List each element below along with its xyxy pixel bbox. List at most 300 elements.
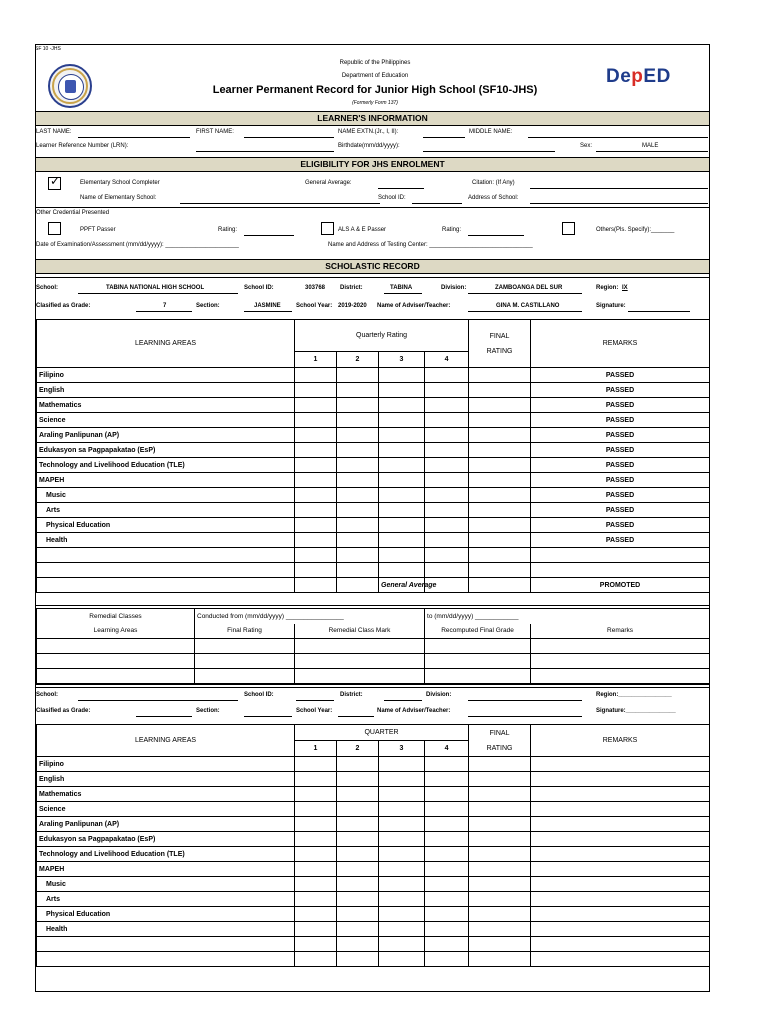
- r1-final-rating-cell[interactable]: [469, 473, 531, 488]
- r2-final-rating-cell[interactable]: [469, 847, 531, 862]
- r1-final-rating-cell[interactable]: [469, 398, 531, 413]
- r1-learning-area-cell: [37, 578, 295, 593]
- r1-q2-cell[interactable]: [337, 458, 379, 473]
- r1-q4-cell[interactable]: [425, 443, 469, 458]
- r1-q4-cell[interactable]: [425, 413, 469, 428]
- r2-q3-cell[interactable]: [379, 817, 425, 832]
- r2-learning-area-cell: Music: [37, 877, 295, 892]
- r2-q2-cell[interactable]: [337, 772, 379, 787]
- divider: [36, 277, 709, 278]
- general-average-label: General Average: [379, 578, 425, 593]
- r2-q2-cell[interactable]: [337, 877, 379, 892]
- r1-table-row: [37, 548, 710, 563]
- r2-remarks-cell[interactable]: [531, 937, 710, 952]
- r1-final-label: FINAL: [489, 332, 510, 340]
- r2-learning-area-cell: Filipino: [37, 757, 295, 772]
- r1-q4-cell[interactable]: [425, 383, 469, 398]
- r1-q3-cell[interactable]: [379, 458, 425, 473]
- r1-grade-label: Clasified as Grade:: [36, 303, 91, 309]
- last-name-label: LAST NAME:: [36, 129, 72, 135]
- r1-final-rating-cell[interactable]: [469, 533, 531, 548]
- r1-remarks-cell[interactable]: PASSED: [531, 443, 710, 458]
- r2-q3-cell[interactable]: [379, 847, 425, 862]
- r2-q1-cell[interactable]: [295, 802, 337, 817]
- r1-q3-cell[interactable]: [379, 428, 425, 443]
- r1-q4-cell[interactable]: [425, 548, 469, 563]
- logo-ed: ED: [643, 66, 671, 87]
- r2-final-rating-cell[interactable]: [469, 817, 531, 832]
- r1-q4-cell[interactable]: [425, 368, 469, 383]
- r1-q3-cell[interactable]: [379, 398, 425, 413]
- r1-q3-cell[interactable]: [379, 368, 425, 383]
- r2-final-rating-cell[interactable]: [469, 892, 531, 907]
- r2-q2-cell[interactable]: [337, 952, 379, 967]
- r2-remarks-cell[interactable]: [531, 877, 710, 892]
- r2-table-row: [37, 907, 710, 922]
- r1-q1-cell[interactable]: [295, 548, 337, 563]
- r2-remarks-cell[interactable]: [531, 952, 710, 967]
- r1-q3-cell[interactable]: [379, 503, 425, 518]
- r1-q4-cell[interactable]: [425, 473, 469, 488]
- r2-final-rating-cell[interactable]: [469, 787, 531, 802]
- r2-learning-area-cell: Edukasyon sa Pagpapakatao (EsP): [37, 832, 295, 847]
- r1-final-rating-cell[interactable]: [469, 518, 531, 533]
- r2-remarks-cell[interactable]: [531, 847, 710, 862]
- r2-q2-cell[interactable]: [337, 907, 379, 922]
- r2-remarks-cell[interactable]: [531, 757, 710, 772]
- r2-district-label: District:: [340, 692, 363, 698]
- r1-q4-cell[interactable]: [425, 488, 469, 503]
- lrn-field[interactable]: [196, 151, 334, 152]
- r1-final-rating-cell[interactable]: [469, 563, 531, 578]
- remedial-cell[interactable]: [37, 654, 195, 669]
- formerly-text: (Formerly Form 137): [352, 100, 398, 106]
- r1-school-field[interactable]: [78, 293, 238, 294]
- pept-checkbox[interactable]: [48, 222, 61, 235]
- r1-q1-cell[interactable]: [295, 533, 337, 548]
- r2-q2-cell[interactable]: [337, 832, 379, 847]
- form-code: SF 10 -JHS: [35, 46, 61, 52]
- r2-q4-cell[interactable]: [425, 862, 469, 877]
- remedial-cell[interactable]: [37, 669, 195, 684]
- r1-quarterly-header: Quarterly Rating: [295, 320, 469, 352]
- r2-q2-cell[interactable]: [337, 757, 379, 772]
- r1-learning-area-cell: Arts: [37, 503, 295, 518]
- r1-final-rating-cell[interactable]: [469, 413, 531, 428]
- r2-remarks-cell[interactable]: [531, 907, 710, 922]
- remedial-row: [37, 669, 710, 684]
- r2-remarks-cell[interactable]: [531, 772, 710, 787]
- r1-q4-cell[interactable]: [425, 428, 469, 443]
- r2-q4-cell[interactable]: [425, 937, 469, 952]
- r1-q3-cell[interactable]: [379, 413, 425, 428]
- remedial-cell[interactable]: [195, 639, 295, 654]
- r2-division-label: Division:: [426, 692, 452, 698]
- r1-final-rating-header: [469, 320, 531, 368]
- r2-q3-cell[interactable]: [379, 802, 425, 817]
- sex-value: MALE: [642, 143, 659, 149]
- r1-remarks-cell[interactable]: PASSED: [531, 503, 710, 518]
- remedial-cell[interactable]: [295, 639, 425, 654]
- r1-q1-cell[interactable]: [295, 398, 337, 413]
- r2-school-id-field[interactable]: [296, 700, 334, 701]
- testing-center-label: Name and Address of Testing Center: _______________________________: [328, 242, 533, 248]
- r2-q1-cell[interactable]: [295, 922, 337, 937]
- r1-q3-cell[interactable]: [379, 533, 425, 548]
- r1-final-rating-cell[interactable]: [469, 383, 531, 398]
- r1-remarks-cell[interactable]: [531, 548, 710, 563]
- r1-school-id-value: 303768: [305, 285, 326, 291]
- r2-final-rating-cell[interactable]: [469, 907, 531, 922]
- r2-final-rating-cell[interactable]: [469, 757, 531, 772]
- r1-final-rating-cell[interactable]: [469, 428, 531, 443]
- r2-q1-cell[interactable]: [295, 892, 337, 907]
- r1-adviser-field[interactable]: [468, 311, 582, 312]
- r1-q2-cell[interactable]: [337, 398, 379, 413]
- r2-final-rating-cell[interactable]: [469, 772, 531, 787]
- learners-info-band: LEARNER'S INFORMATION: [36, 111, 709, 126]
- r1-remedial-table: [36, 608, 710, 684]
- divider: [36, 605, 709, 606]
- r2-final-rating-cell[interactable]: [469, 952, 531, 967]
- r2-final-label: FINAL: [489, 729, 510, 737]
- r1-q1-cell[interactable]: [295, 503, 337, 518]
- r2-q4-header: 4: [425, 741, 469, 757]
- r1-section-field[interactable]: [244, 311, 292, 312]
- remedial-cell[interactable]: [195, 654, 295, 669]
- r1-learning-area-cell: [37, 548, 295, 563]
- r2-q4-cell[interactable]: [425, 877, 469, 892]
- remedial-cell[interactable]: [295, 654, 425, 669]
- als-checkbox[interactable]: [321, 222, 334, 235]
- r1-q2-cell[interactable]: [337, 578, 379, 593]
- elem-completer-label: Elementary School Completer: [80, 180, 160, 186]
- r2-q3-cell[interactable]: [379, 922, 425, 937]
- r1-grade-field[interactable]: [136, 311, 192, 312]
- r2-q3-cell[interactable]: [379, 877, 425, 892]
- r2-q3-header: 3: [379, 741, 425, 757]
- r1-q4-cell[interactable]: [425, 533, 469, 548]
- r2-q3-cell[interactable]: [379, 787, 425, 802]
- r1-table-row: [37, 533, 710, 548]
- school-id-field[interactable]: [412, 203, 462, 204]
- r1-q3-cell[interactable]: [379, 563, 425, 578]
- r2-q3-cell[interactable]: [379, 937, 425, 952]
- r2-remarks-cell[interactable]: [531, 817, 710, 832]
- r2-q4-cell[interactable]: [425, 922, 469, 937]
- r1-signature-field[interactable]: [628, 311, 690, 312]
- r2-table-row: [37, 922, 710, 937]
- r1-school-label: School:: [36, 285, 58, 291]
- remedial-cell[interactable]: [37, 639, 195, 654]
- remedial-cell[interactable]: [195, 669, 295, 684]
- r1-q2-cell[interactable]: [337, 443, 379, 458]
- r2-q4-cell[interactable]: [425, 907, 469, 922]
- r1-q3-cell[interactable]: [379, 488, 425, 503]
- r1-district-label: District:: [340, 285, 363, 291]
- r1-q3-cell[interactable]: [379, 383, 425, 398]
- r1-table-row: [37, 413, 710, 428]
- r2-learning-area-cell: [37, 952, 295, 967]
- r1-q2-cell[interactable]: [337, 503, 379, 518]
- r1-final-rating-cell[interactable]: [469, 488, 531, 503]
- r1-section-value: JASMINE: [254, 303, 281, 309]
- r1-school-id-label: School ID:: [244, 285, 274, 291]
- deped-seal-icon: [48, 64, 92, 108]
- middle-name-field[interactable]: [528, 137, 708, 138]
- r2-sy-field[interactable]: [338, 716, 374, 717]
- r1-sy-value: 2019-2020: [338, 303, 367, 309]
- r2-remarks-cell[interactable]: [531, 892, 710, 907]
- r1-q4-header: 4: [425, 352, 469, 368]
- r2-q1-cell[interactable]: [295, 817, 337, 832]
- r1-q1-cell[interactable]: [295, 473, 337, 488]
- r1-learning-area-cell: Edukasyon sa Pagpapakatao (EsP): [37, 443, 295, 458]
- r1-q1-cell[interactable]: [295, 578, 337, 593]
- r1-q4-cell[interactable]: [425, 398, 469, 413]
- r1-q4-cell[interactable]: [425, 458, 469, 473]
- r2-final-rating-cell[interactable]: [469, 922, 531, 937]
- r1-signature-label: Signature:: [596, 303, 626, 309]
- r2-q3-cell[interactable]: [379, 757, 425, 772]
- r1-q2-cell[interactable]: [337, 413, 379, 428]
- elem-school-field[interactable]: [180, 203, 380, 204]
- r1-remarks-cell[interactable]: [531, 563, 710, 578]
- pept-rating-field[interactable]: [244, 235, 294, 236]
- r1-final-rating-cell[interactable]: [469, 548, 531, 563]
- r1-q1-cell[interactable]: [295, 443, 337, 458]
- r2-grades-table: [36, 724, 710, 967]
- r2-grade-label: Clasified as Grade:: [36, 708, 91, 714]
- r2-remarks-cell[interactable]: [531, 802, 710, 817]
- remedial-cell[interactable]: [425, 669, 531, 684]
- r1-q4-cell[interactable]: [425, 563, 469, 578]
- r1-q2-cell[interactable]: [337, 473, 379, 488]
- r1-q3-cell[interactable]: [379, 548, 425, 563]
- school-address-field[interactable]: [530, 203, 708, 204]
- r1-grades-table: [36, 319, 710, 593]
- r2-remarks-cell[interactable]: [531, 922, 710, 937]
- r2-learning-area-cell: Physical Education: [37, 907, 295, 922]
- r1-q1-cell[interactable]: [295, 563, 337, 578]
- r1-q2-cell[interactable]: [337, 383, 379, 398]
- r1-table-row: [37, 368, 710, 383]
- r1-remarks-cell[interactable]: PASSED: [531, 473, 710, 488]
- sex-field[interactable]: [596, 151, 708, 152]
- r2-adviser-field[interactable]: [468, 716, 582, 717]
- r2-q1-cell[interactable]: [295, 862, 337, 877]
- remedial-cell[interactable]: [425, 639, 531, 654]
- r1-table-row: [37, 398, 710, 413]
- first-name-field[interactable]: [244, 137, 334, 138]
- r2-q3-cell[interactable]: [379, 952, 425, 967]
- r1-q2-cell[interactable]: [337, 518, 379, 533]
- r1-remarks-cell[interactable]: PASSED: [531, 518, 710, 533]
- r2-section-field[interactable]: [244, 716, 292, 717]
- r2-learning-area-cell: Araling Panlipunan (AP): [37, 817, 295, 832]
- r2-table-row: [37, 772, 710, 787]
- r1-learning-area-cell: MAPEH: [37, 473, 295, 488]
- r2-q4-cell[interactable]: [425, 772, 469, 787]
- r1-district-value: TABINA: [390, 285, 413, 291]
- rem-class-mark-header: Remedial Class Mark: [295, 624, 425, 639]
- r1-q3-cell[interactable]: [379, 518, 425, 533]
- r2-learning-area-cell: Mathematics: [37, 787, 295, 802]
- r1-remarks-cell[interactable]: PASSED: [531, 428, 710, 443]
- r1-table-row: [37, 503, 710, 518]
- general-average-field[interactable]: [378, 188, 424, 189]
- r1-remarks-cell[interactable]: PROMOTED: [531, 578, 710, 593]
- r2-q1-cell[interactable]: [295, 952, 337, 967]
- r2-learning-area-cell: Arts: [37, 892, 295, 907]
- r2-learning-area-cell: English: [37, 772, 295, 787]
- r1-q2-cell[interactable]: [337, 533, 379, 548]
- r1-learning-area-cell: Science: [37, 413, 295, 428]
- r2-remarks-cell[interactable]: [531, 832, 710, 847]
- r2-q3-cell[interactable]: [379, 892, 425, 907]
- page-title: Learner Permanent Record for Junior High School (SF10-JHS): [212, 84, 538, 96]
- r2-q4-cell[interactable]: [425, 757, 469, 772]
- others-checkbox[interactable]: [562, 222, 575, 235]
- r2-q4-cell[interactable]: [425, 832, 469, 847]
- pept-label: PPFT Passer: [80, 227, 116, 233]
- r2-q3-cell[interactable]: [379, 862, 425, 877]
- remedial-cell[interactable]: [531, 639, 710, 654]
- r2-q4-cell[interactable]: [425, 817, 469, 832]
- r1-q2-cell[interactable]: [337, 488, 379, 503]
- r1-final-rating-cell[interactable]: [469, 458, 531, 473]
- r1-q3-cell[interactable]: [379, 443, 425, 458]
- r1-q2-cell[interactable]: [337, 428, 379, 443]
- r2-table-row: [37, 847, 710, 862]
- r1-q1-cell[interactable]: [295, 413, 337, 428]
- r1-q1-cell[interactable]: [295, 458, 337, 473]
- r2-q4-cell[interactable]: [425, 787, 469, 802]
- r2-final-rating-cell[interactable]: [469, 877, 531, 892]
- r2-q1-cell[interactable]: [295, 877, 337, 892]
- elem-completer-checkbox[interactable]: [48, 174, 61, 190]
- remedial-cell[interactable]: [531, 669, 710, 684]
- r2-q3-cell[interactable]: [379, 832, 425, 847]
- r1-remarks-cell[interactable]: PASSED: [531, 533, 710, 548]
- r1-learning-area-cell: English: [37, 383, 295, 398]
- scholastic-band: SCHOLASTIC RECORD: [36, 259, 709, 274]
- r1-learning-area-cell: Music: [37, 488, 295, 503]
- r2-q1-cell[interactable]: [295, 757, 337, 772]
- divider: [36, 687, 709, 688]
- r1-division-field[interactable]: [468, 293, 582, 294]
- check-mark-icon: ✓: [50, 174, 61, 188]
- r2-q2-cell[interactable]: [337, 802, 379, 817]
- r2-remarks-cell[interactable]: [531, 862, 710, 877]
- r1-q1-cell[interactable]: [295, 368, 337, 383]
- r1-final-rating-cell[interactable]: [469, 578, 531, 593]
- birthdate-field[interactable]: [423, 151, 555, 152]
- r2-q1-cell[interactable]: [295, 787, 337, 802]
- r1-q3-cell[interactable]: [379, 473, 425, 488]
- r2-q2-cell[interactable]: [337, 892, 379, 907]
- r2-q4-cell[interactable]: [425, 847, 469, 862]
- r1-grade-value: 7: [163, 303, 167, 309]
- r2-q1-cell[interactable]: [295, 772, 337, 787]
- r2-remarks-cell[interactable]: [531, 787, 710, 802]
- r1-remarks-cell[interactable]: PASSED: [531, 398, 710, 413]
- r2-q2-cell[interactable]: [337, 862, 379, 877]
- r2-grade-field[interactable]: [136, 716, 192, 717]
- r1-final-rating-cell[interactable]: [469, 443, 531, 458]
- conducted-from-label: Conducted from (mm/dd/yyyy) ________________: [195, 609, 425, 624]
- r1-q2-cell[interactable]: [337, 563, 379, 578]
- r2-q4-cell[interactable]: [425, 952, 469, 967]
- r2-q2-cell[interactable]: [337, 937, 379, 952]
- r1-q1-cell[interactable]: [295, 488, 337, 503]
- r2-q3-cell[interactable]: [379, 772, 425, 787]
- r2-q1-cell[interactable]: [295, 907, 337, 922]
- r1-q2-cell[interactable]: [337, 548, 379, 563]
- r1-q4-cell[interactable]: [425, 503, 469, 518]
- r2-q3-cell[interactable]: [379, 907, 425, 922]
- r1-remarks-cell[interactable]: PASSED: [531, 368, 710, 383]
- remedial-cell[interactable]: [531, 654, 710, 669]
- r1-district-field[interactable]: [384, 293, 422, 294]
- r2-q2-cell[interactable]: [337, 847, 379, 862]
- r2-final-rating-cell[interactable]: [469, 832, 531, 847]
- r2-q4-cell[interactable]: [425, 892, 469, 907]
- remedial-cell[interactable]: [295, 669, 425, 684]
- r1-division-label: Division:: [441, 285, 467, 291]
- deped-logo-icon: [606, 66, 671, 88]
- r2-district-field[interactable]: [384, 700, 422, 701]
- name-ext-label: NAME EXTN.(Jr., I, II):: [338, 129, 399, 135]
- remedial-cell[interactable]: [425, 654, 531, 669]
- r1-region-value: IX: [622, 285, 628, 291]
- r2-q2-cell[interactable]: [337, 922, 379, 937]
- r1-division-value: ZAMBOANGA DEL SUR: [495, 285, 563, 291]
- birthdate-label: Birthdate(mm/dd/yyyy):: [338, 143, 400, 149]
- r1-section-label: Section:: [196, 303, 220, 309]
- r2-division-field[interactable]: [468, 700, 582, 701]
- r2-final-rating-cell[interactable]: [469, 862, 531, 877]
- als-rating-label: Rating:: [442, 227, 462, 233]
- r2-school-field[interactable]: [78, 700, 238, 701]
- citation-field[interactable]: [530, 188, 708, 189]
- r2-q1-cell[interactable]: [295, 847, 337, 862]
- r1-final-rating-cell[interactable]: [469, 503, 531, 518]
- r1-q1-cell[interactable]: [295, 518, 337, 533]
- r2-q1-cell[interactable]: [295, 937, 337, 952]
- r1-q4-cell[interactable]: [425, 518, 469, 533]
- r1-q1-cell[interactable]: [295, 383, 337, 398]
- r1-remarks-cell[interactable]: PASSED: [531, 488, 710, 503]
- r2-final-rating-cell[interactable]: [469, 802, 531, 817]
- r2-table-row: [37, 937, 710, 952]
- name-ext-field[interactable]: [423, 137, 465, 138]
- r2-q2-cell[interactable]: [337, 817, 379, 832]
- last-name-field[interactable]: [78, 137, 190, 138]
- r2-q4-cell[interactable]: [425, 802, 469, 817]
- r2-q1-cell[interactable]: [295, 832, 337, 847]
- r1-final-rating-cell[interactable]: [469, 368, 531, 383]
- r2-final-rating-cell[interactable]: [469, 937, 531, 952]
- r1-table-row: [37, 428, 710, 443]
- r1-remarks-cell[interactable]: PASSED: [531, 458, 710, 473]
- r1-q2-cell[interactable]: [337, 368, 379, 383]
- r1-remarks-cell[interactable]: PASSED: [531, 383, 710, 398]
- als-rating-field[interactable]: [468, 235, 524, 236]
- r1-remarks-cell[interactable]: PASSED: [531, 413, 710, 428]
- r2-q2-cell[interactable]: [337, 787, 379, 802]
- r1-q1-cell[interactable]: [295, 428, 337, 443]
